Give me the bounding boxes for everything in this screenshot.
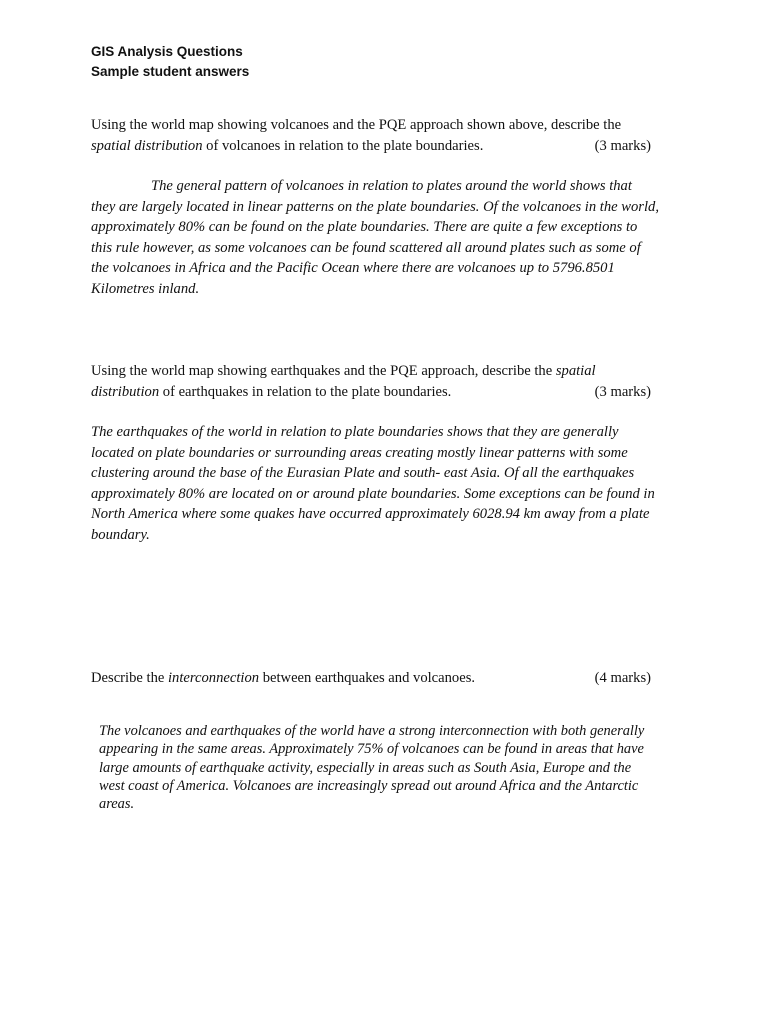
question-1-line-1: Using the world map showing volcanoes and the PQE approach shown above, describe the: [91, 117, 622, 133]
answer-1: [91, 176, 691, 300]
answer-3-line: large amounts of earthquake activity, especially in areas such as South Asia, Europe and the: [99, 759, 632, 776]
answer-3-line: west coast of America. Volcanoes are increasingly spread out around Africa and the Antarctic: [99, 777, 639, 794]
document-title: GIS Analysis Questions: [91, 44, 243, 59]
question-2-line-2: [91, 382, 651, 403]
question-2: [91, 361, 651, 402]
answer-1-line: Kilometres inland.: [91, 280, 200, 297]
question-3-line: Describe the interconnection between earthquakes and volcanoes. (4 marks): [91, 668, 651, 689]
question-2-marks: (3 marks): [594, 383, 651, 400]
answer-2: [91, 422, 691, 546]
question-3-marks: (4 marks): [594, 670, 651, 686]
document-subtitle: Sample student answers: [91, 64, 250, 79]
answer-2-line: boundary.: [91, 526, 150, 543]
answer-1-line: The general pattern of volcanoes in relation to plates around the world shows that: [151, 178, 632, 194]
question-2-line-1: Using the world map showing earthquakes and the PQE approach, describe the spatial: [91, 363, 596, 379]
question-2-emphasis-a: spatial: [555, 363, 596, 379]
answer-1-line: approximately 80% can be found on the plate boundaries. There are quite a few exceptions to: [91, 219, 638, 236]
question-1-line-2: [91, 136, 651, 157]
question-3: [91, 668, 651, 689]
question-1-emphasis: spatial distribution: [91, 137, 203, 154]
answer-3-line: The volcanoes and earthquakes of the world have a strong interconnection with both generally: [99, 723, 645, 739]
answer-2-line: located on plate boundaries or surrounding areas creating mostly linear patterns with some: [91, 444, 628, 461]
answer-1-line: they are largely located in linear patterns on the plate boundaries. Of the volcanoes in the world,: [91, 198, 659, 215]
question-1-marks: (3 marks): [594, 137, 651, 154]
answer-2-line: North America where some quakes have occurred approximately 6028.94 km away from a plate: [91, 506, 650, 523]
question-1-line-2-rest: of volcanoes in relation to the plate boundaries.: [202, 137, 484, 154]
question-2-emphasis-b: distribution: [91, 383, 160, 400]
answer-3-line: areas.: [99, 796, 135, 813]
document-header: [91, 42, 249, 82]
question-3-emphasis: interconnection: [168, 670, 260, 686]
answer-2-line: The earthquakes of the world in relation to plate boundaries shows that they are generally: [91, 424, 619, 440]
answer-3: [99, 722, 689, 813]
answer-2-line: approximately 80% are located on or around plate boundaries. Some exceptions can be found in: [91, 485, 655, 502]
question-2-line-2-rest: of earthquakes in relation to the plate boundaries.: [159, 383, 452, 400]
answer-1-line: the volcanoes in Africa and the Pacific Ocean where there are volcanoes up to 5796.8501: [91, 260, 615, 277]
answer-2-line: clustering around the base of the Eurasian Plate and south- east Asia. Of all the earthquakes: [91, 465, 635, 482]
answer-3-line: appearing in the same areas. Approximately 75% of volcanoes can be found in areas that have: [99, 741, 644, 758]
question-1: [91, 115, 651, 156]
answer-1-line: this rule however, as some volcanoes can be found scattered all around plates such as some of: [91, 239, 641, 256]
